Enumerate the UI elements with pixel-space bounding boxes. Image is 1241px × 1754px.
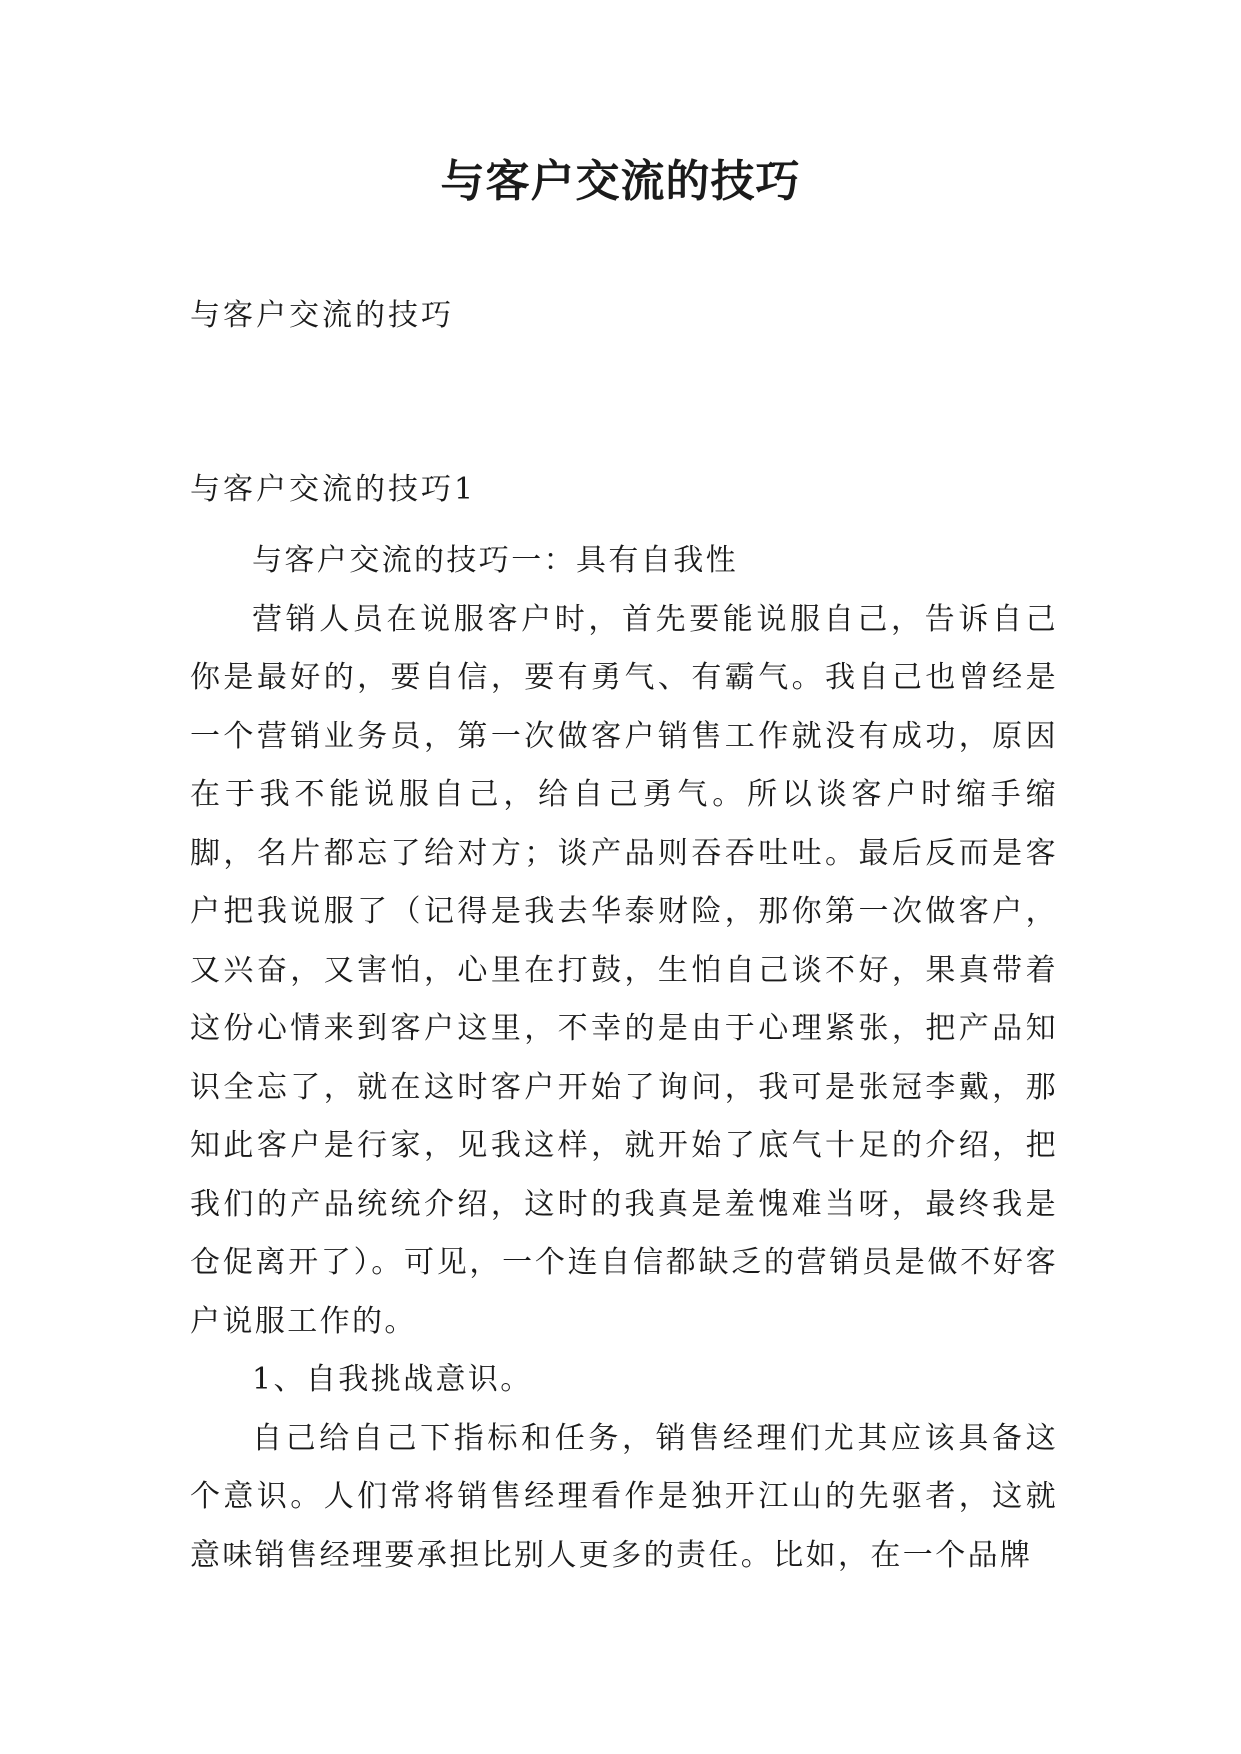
document-subtitle: 与客户交流的技巧 bbox=[190, 298, 454, 333]
section-heading: 与客户交流的技巧1 bbox=[190, 472, 477, 507]
document-title: 与客户交流的技巧 bbox=[440, 156, 801, 207]
paragraph-heading: 与客户交流的技巧一：具有自我性 bbox=[252, 543, 738, 578]
paragraph: 营销人员在说服客户时，首先要能说服自己，告诉自己你是最好的，要自信，要有勇气、有霸气。我自己也曾经是一个营销业务员，第一次做客户销售工作就没有成功，原因在于我不能说服自己，给自己勇气。所以谈客户时缩手缩脚，名片都忘了给对方；谈产品则吞吞吐吐。最后反而是客户把我说服了（记得是我去华泰财险，那你第一次做客户，又兴奋，又害怕，心里在打鼓，生怕自己谈不好，果真带着这份心情来到客户这里，不幸的是由于心理紧张，把产品知识全忘了，就在这时客户开始了询问，我可是张冠李戴，那知此客户是行家，见我这样，就开始了底气十足的介绍，把我们的产品统统介绍，这时的我真是羞愧难当呀，最终我是仓促离开了）。可见，一个连自信都缺乏的营销员是做不好客户说服工作的。 bbox=[190, 601, 1058, 1339]
paragraph: 自己给自己下指标和任务，销售经理们尤其应该具备这个意识。人们常将销售经理看作是独开江山的先驱者，这就意味销售经理要承担比别人更多的责任。比如，在一个品牌 bbox=[190, 1420, 1058, 1573]
paragraph-list-item: 1、自我挑战意识。 bbox=[252, 1362, 533, 1397]
body-text bbox=[190, 532, 1058, 1585]
